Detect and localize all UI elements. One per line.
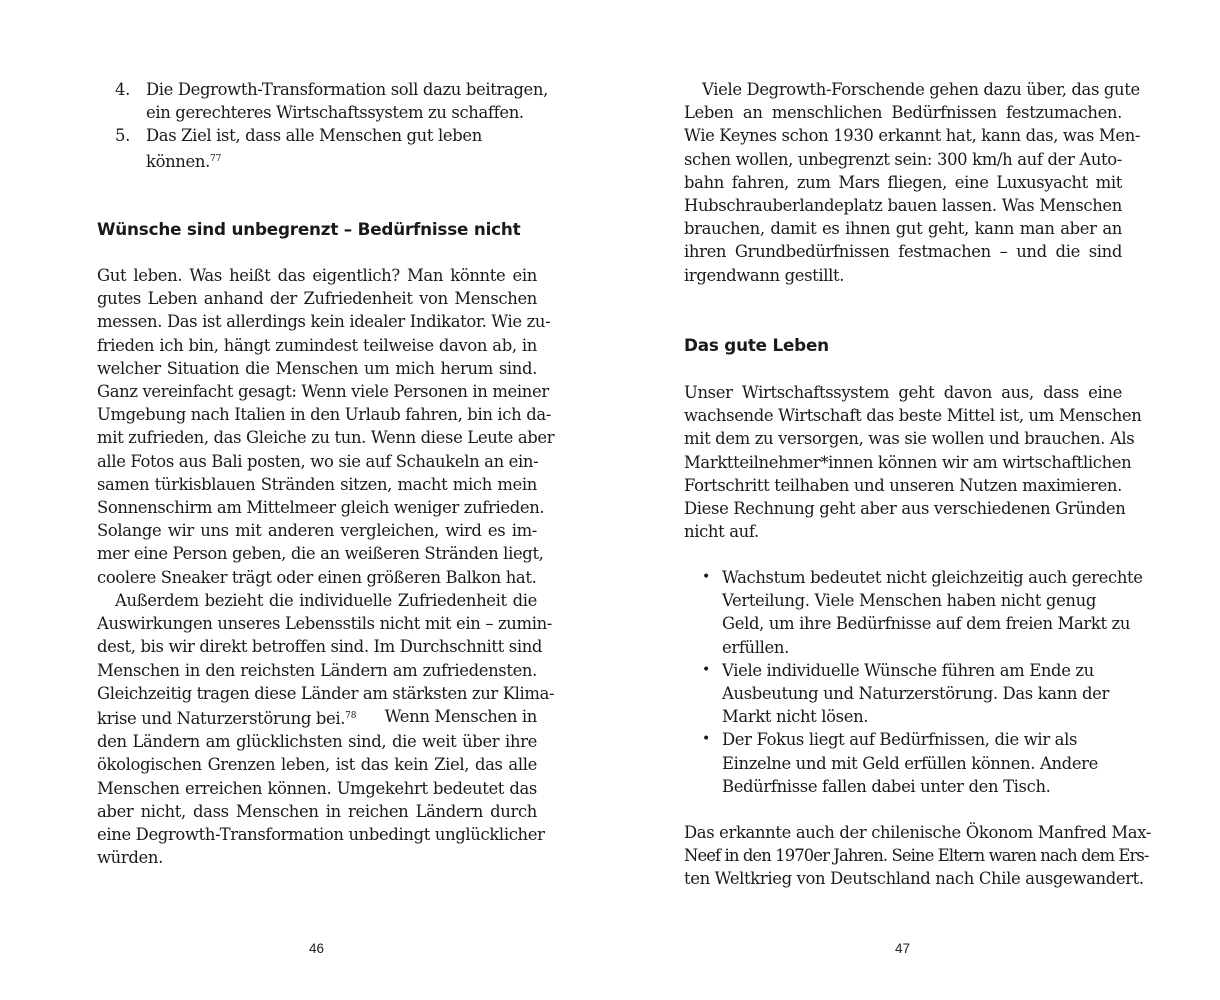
text-line: Menschen in den reichsten Ländern am zufriedensten. — [97, 660, 537, 680]
list-item-line: Ausbeutung und Naturzerstörung. Das kann der — [722, 684, 1109, 704]
text-line: mit dem zu versorgen, was sie wollen und brauchen. Als — [684, 429, 1135, 449]
text-line: Diese Rechnung geht aber aus verschiedenen Gründen — [684, 499, 1126, 519]
list-number: 4. — [115, 80, 130, 99]
text-line: Außerdem bezieht die individuelle Zufriedenheit die — [115, 591, 537, 610]
text-line: bahn fahren, zum Mars fliegen, eine Luxusyacht mit — [684, 172, 1122, 192]
list-item — [115, 124, 555, 172]
section-heading: Das gute Leben — [684, 335, 829, 355]
text-fragment: krise und Naturzerstörung bei. — [97, 709, 346, 729]
paragraph — [97, 264, 555, 589]
text-line: irgendwann gestillt. — [684, 265, 845, 285]
text-line: ten Weltkrieg von Deutschland nach Chile ausgewandert. — [684, 869, 1144, 889]
text-line: würden. — [97, 848, 163, 868]
list-item-text: können. — [146, 151, 210, 171]
text-line: eine Degrowth-Transformation unbedingt unglücklicher — [97, 825, 545, 845]
text-line: gutes Leben anhand der Zufriedenheit von Menschen — [97, 289, 537, 309]
text-line: Gut leben. Was heißt das eigentlich? Man könnte ein — [97, 266, 537, 285]
bullet-icon: • — [702, 731, 710, 748]
list-item — [702, 728, 1142, 798]
list-item — [115, 78, 555, 124]
text-line: Gleichzeitig tragen diese Länder am stärksten zur Klima- — [97, 683, 555, 703]
list-item — [702, 659, 1142, 729]
text-line: nicht auf. — [684, 522, 759, 542]
list-item-line: Der Fokus liegt auf Bedürfnissen, die wir als — [722, 730, 1078, 750]
footnote-marker[interactable]: 77 — [209, 153, 222, 164]
paragraph — [684, 381, 1142, 543]
bullet-list — [702, 566, 1142, 798]
text-line: dest, bis wir direkt betroffen sind. Im Durchschnitt sind — [97, 637, 543, 657]
text-line: Menschen erreichen können. Umgekehrt bedeutet das — [97, 778, 537, 798]
page-number: 46 — [309, 941, 325, 956]
list-item-line: Geld, um ihre Bedürfnisse auf dem freien Markt zu — [722, 614, 1131, 634]
text-line: schen wollen, unbegrenzt sein: 300 km/h auf der Auto- — [684, 149, 1122, 169]
list-item-line: ein gerechteres Wirtschaftssystem zu schaffen. — [146, 103, 524, 123]
numbered-list — [115, 78, 555, 173]
text-line: Fortschritt teilhaben und unseren Nutzen maximieren. — [684, 475, 1122, 495]
list-item-line: erfüllen. — [722, 637, 789, 657]
list-item-line: Das Ziel ist, dass alle Menschen gut leben — [146, 126, 482, 146]
text-line: Hubschrauberlandeplatz bauen lassen. Was Menschen — [684, 196, 1122, 216]
bullet-icon: • — [702, 569, 710, 585]
text-line: Umgebung nach Italien in den Urlaub fahren, bin ich da- — [97, 405, 551, 425]
list-item-line: Bedürfnisse fallen dabei unter den Tisch. — [722, 776, 1051, 796]
text-line: Marktteilnehmer*innen können wir am wirtschaftlichen — [684, 452, 1132, 472]
footnote-marker[interactable]: 78 — [345, 711, 357, 722]
text-line: brauchen, damit es ihnen gut geht, kann man aber an — [684, 219, 1122, 239]
text-line: alle Fotos aus Bali posten, wo sie auf Schaukeln an ein- — [97, 451, 539, 471]
paragraph — [684, 821, 1151, 891]
list-item-line: Einzelne und mit Geld erfüllen können. Andere — [722, 753, 1099, 773]
text-line: Wie Keynes schon 1930 erkannt hat, kann das, was Men- — [684, 126, 1141, 146]
text-line: welcher Situation die Menschen um mich herum sind. — [97, 358, 537, 378]
text-line: messen. Das ist allerdings kein idealer Indikator. Wie zu- — [97, 312, 551, 332]
text-line: Solange wir uns mit anderen vergleichen, wird es im- — [97, 521, 537, 541]
list-item — [702, 566, 1142, 659]
list-item-line: Die Degrowth-Transformation soll dazu beitragen, — [146, 80, 548, 99]
text-line: coolere Sneaker trägt oder einen größeren Balkon hat. — [97, 567, 537, 587]
text-line — [97, 705, 537, 730]
text-line: Ganz vereinfacht gesagt: Wenn viele Personen in meiner — [97, 382, 549, 402]
text-line: ökologischen Grenzen leben, ist das kein Ziel, das alle — [97, 755, 537, 775]
text-line: Auswirkungen unseres Lebensstils nicht mit ein – zumin- — [97, 614, 552, 634]
text-line: Neef in den 1970er Jahren. Seine Eltern waren nach dem Ers- — [684, 846, 1149, 866]
text-line: Leben an menschlichen Bedürfnissen festzumachen. — [684, 103, 1122, 123]
text-line: Unser Wirtschaftssystem geht davon aus, dass eine — [684, 383, 1122, 402]
list-item-line: Wachstum bedeutet nicht gleichzeitig auch gerechte — [722, 568, 1143, 587]
text-line: aber nicht, dass Menschen in reichen Ländern durch — [97, 801, 537, 821]
text-line: mer eine Person geben, die an weißeren Stränden liegt, — [97, 544, 544, 564]
bullet-icon: • — [702, 661, 710, 678]
list-number: 5. — [115, 126, 130, 146]
text-line: mit zufrieden, das Gleiche zu tun. Wenn diese Leute aber — [97, 428, 555, 448]
text-line: Das erkannte auch der chilenische Ökonom Manfred Max- — [684, 823, 1151, 842]
text-line: Sonnenschirm am Mittelmeer gleich weniger zufrieden. — [97, 498, 545, 518]
text-line: Viele Degrowth-Forschende gehen dazu über, das gute — [702, 80, 1140, 99]
list-item-line: Markt nicht lösen. — [722, 707, 869, 727]
paragraph — [97, 589, 555, 869]
text-segment — [97, 705, 357, 730]
list-item-line: Viele individuelle Wünsche führen am Ende zu — [722, 660, 1094, 680]
text-line: frieden ich bin, hängt zumindest teilweise davon ab, in — [97, 335, 537, 355]
text-line: samen türkisblauen Stränden sitzen, macht mich mein — [97, 474, 537, 494]
list-item-line — [146, 148, 555, 173]
text-segment: Wenn Menschen in — [379, 707, 537, 727]
section-heading: Wünsche sind unbegrenzt – Bedürfnisse nicht — [97, 219, 521, 239]
text-line: den Ländern am glücklichsten sind, die weit über ihre — [97, 732, 537, 752]
text-line: ihren Grundbedürfnissen festmachen – und die sind — [684, 242, 1122, 262]
text-line: wachsende Wirtschaft das beste Mittel ist, um Menschen — [684, 406, 1142, 426]
paragraph — [684, 78, 1141, 287]
page-number: 47 — [895, 941, 911, 956]
list-item-line: Verteilung. Viele Menschen haben nicht genug — [722, 591, 1096, 611]
